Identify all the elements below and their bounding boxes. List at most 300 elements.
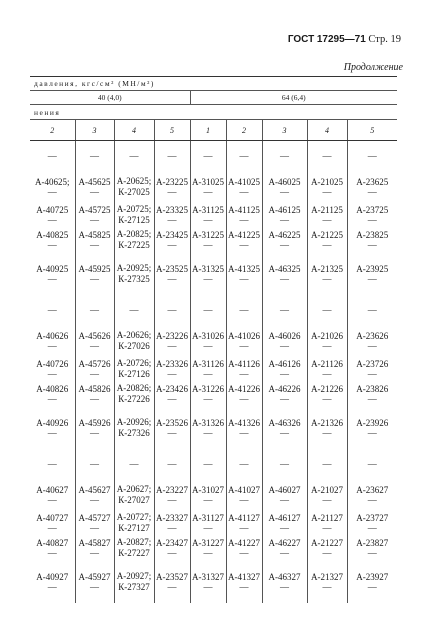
cell-line: — [203,522,213,533]
table-cell [226,479,262,510]
cell-line: А-40927 [36,572,69,582]
table-cell [190,510,226,535]
cell-line: — [367,548,377,558]
cell-line: А-40725 [36,204,69,215]
cell-line: — [239,240,249,250]
table-cell [154,561,190,603]
cell-line: А-20926; [116,417,152,427]
table-cell [226,510,262,535]
table-cell: — [154,295,190,325]
cell-line: А-41225 [228,230,260,240]
cell-line: А-40926 [36,418,69,428]
table-cell [75,325,114,356]
cell-line: А-20825; [116,229,152,239]
table-cell [75,535,114,561]
table-cell: — [114,449,154,479]
cell-line: А-23527 [156,572,188,582]
column-number: 3 [262,120,307,141]
cell-line: — [167,186,177,197]
table-cell [75,227,114,253]
cell-line: А-21225 [311,230,343,240]
table-cell: — [190,449,226,479]
column-number: 5 [154,120,190,141]
table-cell [114,325,154,356]
cell-line: — [280,394,289,404]
cell-line: А-23926 [356,418,389,428]
cell-line: — [167,428,177,438]
table-cell [114,171,154,202]
table-row [30,407,397,449]
cell-line: К-27226 [118,394,150,404]
table-cell [190,535,226,561]
cell-line: А-23227 [156,484,188,495]
table-cell [154,227,190,253]
table-cell [262,535,307,561]
table-cell [347,381,397,407]
page-number: Стр. 19 [368,34,401,45]
cell-line: — [90,428,99,438]
table-cell [190,253,226,295]
cell-line: — [239,522,249,533]
cell-line: — [322,428,332,438]
cell-line: — [167,368,177,379]
table-cell: — [262,449,307,479]
table-cell [262,561,307,603]
table-cell [347,535,397,561]
cell-line: А-46026 [268,330,301,341]
table-cell [226,356,262,381]
table-cell [154,253,190,295]
cell-line: А-20826; [116,383,152,393]
cell-line: — [239,494,249,505]
cell-line: А-41127 [228,512,260,523]
table-cell [226,407,262,449]
cell-line: А-31127 [192,512,224,523]
table-cell [75,479,114,510]
table-cell [30,202,75,227]
table-cell: — [114,295,154,325]
table-body [30,141,397,604]
cell-line: — [90,340,99,351]
cell-line: — [47,394,57,404]
cell-line: А-41227 [228,538,260,548]
cell-line: — [47,186,57,197]
cell-line: А-45825 [78,230,111,240]
cell-line: А-31025 [192,176,224,187]
cell-line: К-27227 [118,548,150,558]
cell-line: — [167,394,177,404]
column-number: 2 [30,120,75,141]
cell-line: А-31327 [192,572,224,582]
table-cell [154,356,190,381]
table-row [30,381,397,407]
table-cell [190,171,226,202]
cell-line: — [280,368,289,379]
cell-line: А-46227 [268,538,301,548]
table-cell [154,510,190,535]
cell-line: А-46126 [268,358,301,369]
cell-line: — [322,548,332,558]
table-cell [30,407,75,449]
cell-line: А-31325 [192,264,224,274]
table-cell [226,227,262,253]
table-cell [114,561,154,603]
table-cell [30,510,75,535]
table-cell [226,171,262,202]
cell-line: — [47,240,57,250]
table-cell [262,325,307,356]
table-cell [347,356,397,381]
cell-line: — [367,582,377,592]
cell-line: — [239,428,249,438]
cell-line: — [47,522,57,533]
cell-line: А-23825 [356,230,389,240]
cell-line: — [239,340,249,351]
cell-line: А-40626 [36,330,69,341]
table-cell [307,510,347,535]
table-cell [307,356,347,381]
cell-line: А-23625 [356,176,389,187]
cell-line: А-40627 [36,484,69,495]
cell-line: А-31326 [192,418,224,428]
cell-line: — [90,582,99,592]
table-row [30,510,397,535]
cell-line: — [167,494,177,505]
cell-line: А-46325 [268,264,301,274]
cell-line: — [167,522,177,533]
cell-line: — [203,186,213,197]
cell-line: А-41327 [228,572,260,582]
cell-line: — [90,368,99,379]
cell-line: А-40826 [36,384,69,394]
table-cell [190,407,226,449]
table-cell [114,202,154,227]
cell-line: А-45827 [78,538,111,548]
cell-line: А-45927 [78,572,111,582]
table-cell [347,407,397,449]
cell-line: — [90,394,99,404]
table-cell [114,479,154,510]
table-cell [226,381,262,407]
cell-line: А-20827; [116,537,152,547]
cell-line: А-45627 [78,484,111,495]
table-cell [262,253,307,295]
table-cell [114,510,154,535]
cell-line: — [47,548,57,558]
table-row [30,479,397,510]
table-cell [190,561,226,603]
table-row [30,253,397,295]
table-cell [154,407,190,449]
table-cell [75,253,114,295]
cell-line: А-46326 [268,418,301,428]
table-cell [307,407,347,449]
table-cell [114,535,154,561]
table-cell: — [347,449,397,479]
cell-line: — [367,214,377,225]
cell-line: — [367,494,377,505]
cell-line: А-41326 [228,418,260,428]
table-cell [347,227,397,253]
table-cell: — [226,141,262,172]
subheader-label: нения [30,105,397,120]
cell-line: А-41026 [228,330,260,341]
table-cell [190,479,226,510]
cell-line: — [167,274,177,284]
table-cell [307,253,347,295]
cell-line: — [47,428,57,438]
cell-line: А-40825 [36,230,69,240]
standard-code: ГОСТ [287,34,315,45]
table-cell [226,325,262,356]
cell-line: А-20927; [116,571,152,581]
cell-line: — [280,428,289,438]
table-cell [226,535,262,561]
table-row [30,561,397,603]
cell-line: А-45626 [78,330,111,341]
table-cell [307,325,347,356]
cell-line: А-23325 [156,204,188,215]
table-cell [190,227,226,253]
table-cell [30,381,75,407]
cell-line: А-45625 [78,176,111,187]
cell-line: — [322,394,332,404]
cell-line: К-27125 [118,214,150,225]
cell-line: А-23925 [356,264,389,274]
table-cell [114,253,154,295]
cell-line: А-23225 [156,176,188,187]
table-row [30,449,397,479]
column-number: 4 [307,120,347,141]
cell-line: А-46225 [268,230,301,240]
pressure-label: давления, кгс/см² (МН/м²) [30,77,397,91]
cell-line: А-46027 [268,484,301,495]
column-number: 1 [190,120,226,141]
page-header [288,34,401,45]
cell-line: А-21026 [311,330,343,341]
table-cell [30,356,75,381]
designations-table [30,76,397,603]
table-row [30,227,397,253]
cell-line: — [367,394,377,404]
cell-line: — [280,214,289,225]
cell-line: — [90,494,99,505]
cell-line: — [203,428,213,438]
cell-line: — [167,548,177,558]
cell-line: К-27327 [118,582,150,592]
table-cell [75,356,114,381]
cell-line: А-40727 [36,512,69,523]
table-cell [347,479,397,510]
cell-line: — [239,368,249,379]
table-cell [347,253,397,295]
table-row [30,141,397,172]
table-cell: — [30,449,75,479]
table-cell [307,479,347,510]
cell-line: А-31027 [192,484,224,495]
table-cell [30,561,75,603]
cell-line: — [280,274,289,284]
cell-line: К-27325 [118,274,150,284]
table-cell: — [114,141,154,172]
cell-line: — [167,582,177,592]
table-cell [190,325,226,356]
cell-line: К-27026 [118,340,150,351]
table-cell: — [154,141,190,172]
cell-line: — [367,522,377,533]
cell-line: А-21326 [311,418,343,428]
cell-line: А-20726; [116,357,152,368]
standard-number: 17295—71 [316,34,366,45]
cell-line: А-23727 [356,512,389,523]
cell-line: — [239,582,249,592]
cell-line: А-41125 [228,204,260,215]
cell-line: — [322,340,332,351]
cell-line: — [90,548,99,558]
cell-line: — [203,214,213,225]
cell-line: А-21226 [311,384,343,394]
cell-line: — [367,274,377,284]
cell-line: А-41126 [228,358,260,369]
cell-line: — [367,340,377,351]
column-number: 5 [347,120,397,141]
continuation-label: Продолжение [343,62,403,73]
cell-line: К-27326 [118,428,150,438]
table-cell [307,227,347,253]
cell-line: — [203,394,213,404]
cell-line: — [203,368,213,379]
cell-line: А-23425 [156,230,188,240]
pressure-group-40: 40 (4,0) [30,91,190,105]
cell-line: — [239,548,249,558]
table-cell [30,479,75,510]
table-row [30,295,397,325]
cell-line: К-27126 [118,368,150,379]
table-cell [75,381,114,407]
table-cell [190,381,226,407]
cell-line: А-20725; [116,203,152,214]
table-row [30,356,397,381]
cell-line: — [47,582,57,592]
table-cell [226,202,262,227]
cell-line: А-23725 [356,204,389,215]
table-cell [154,535,190,561]
cell-line: А-31225 [192,230,224,240]
cell-line: А-21325 [311,264,343,274]
cell-line: А-21027 [311,484,343,495]
cell-line: — [367,428,377,438]
cell-line: А-23525 [156,264,188,274]
cell-line: — [47,340,57,351]
table-cell [75,407,114,449]
cell-line: А-31026 [192,330,224,341]
cell-line: А-41325 [228,264,260,274]
table-cell [154,202,190,227]
table-cell [307,535,347,561]
cell-line: — [203,582,213,592]
table-cell [262,356,307,381]
cell-line: — [239,214,249,225]
cell-line: А-46327 [268,572,301,582]
cell-line: А-23327 [156,512,188,523]
table-cell [75,561,114,603]
table-cell [347,202,397,227]
cell-line: К-27225 [118,240,150,250]
cell-line: — [203,548,213,558]
pressure-group-64: 64 (6,4) [190,91,397,105]
table-cell: — [226,449,262,479]
cell-line: — [280,582,289,592]
column-number: 3 [75,120,114,141]
table-cell [262,479,307,510]
cell-line: А-21327 [311,572,343,582]
table-cell [226,561,262,603]
cell-line: — [322,368,332,379]
table-cell: — [307,141,347,172]
table-cell [114,356,154,381]
table-cell [307,561,347,603]
cell-line: А-41226 [228,384,260,394]
cell-line: А-20925; [116,263,152,273]
cell-line: А-20627; [116,483,152,494]
cell-line: — [203,240,213,250]
table-cell: — [347,295,397,325]
cell-line: А-31226 [192,384,224,394]
cell-line: — [239,186,249,197]
cell-line: А-20626; [116,329,152,340]
cell-line: — [367,368,377,379]
cell-line: А-46226 [268,384,301,394]
table-cell [75,171,114,202]
cell-line: А-45727 [78,512,111,523]
table-cell [307,381,347,407]
table-cell [154,325,190,356]
cell-line: А-31125 [192,204,224,215]
table-cell [154,171,190,202]
cell-line: — [90,522,99,533]
cell-line: — [47,214,57,225]
cell-line: А-20625; [116,175,152,186]
table-cell [190,202,226,227]
cell-line: А-23626 [356,330,389,341]
cell-line: — [322,214,332,225]
table-cell [30,325,75,356]
cell-line: — [280,186,289,197]
cell-line: А-45726 [78,358,111,369]
table-cell [262,381,307,407]
cell-line: — [322,274,332,284]
table-cell [347,510,397,535]
cell-line: А-46127 [268,512,301,523]
table-cell: — [307,449,347,479]
cell-line: — [167,340,177,351]
cell-line: — [322,522,332,533]
cell-line: К-27025 [118,186,150,197]
table-cell [226,253,262,295]
table-cell: — [30,295,75,325]
table-cell [262,171,307,202]
table-cell [262,202,307,227]
table-cell [154,381,190,407]
cell-line: — [203,494,213,505]
cell-line: — [203,274,213,284]
cell-line: — [90,214,99,225]
cell-line: А-23627 [356,484,389,495]
cell-line: А-23326 [156,358,188,369]
cell-line: А-21227 [311,538,343,548]
cell-line: А-46025 [268,176,301,187]
table-cell: — [75,449,114,479]
